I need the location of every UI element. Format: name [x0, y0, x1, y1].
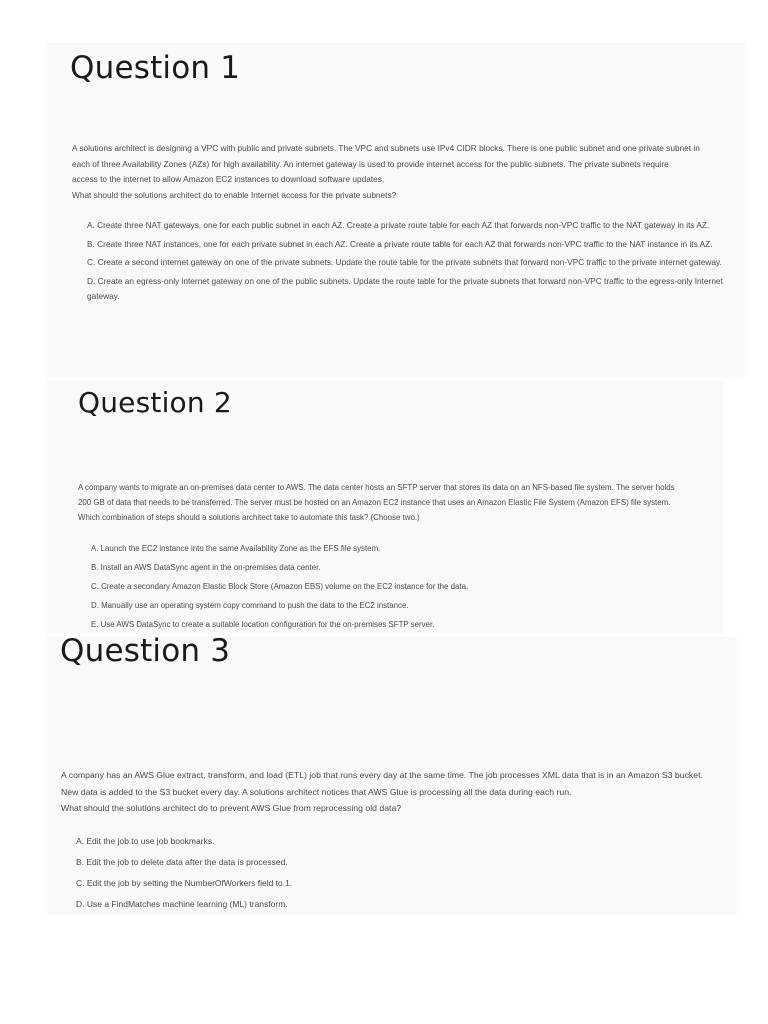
option-b: B. Install an AWS DataSync agent in the on-premises data center. [91, 563, 321, 572]
question-2-options [91, 539, 701, 634]
question-2-stem-line: A company wants to migrate an on-premises data center to AWS. The data center hosts an SFTP server that stores its data on an NFS-based file system. The server holds [78, 483, 675, 492]
question-1-stem-line: access to the internet to allow Amazon EC2 instances to download software updates. [72, 174, 385, 185]
option-a: A. Edit the job to use job bookmarks. [76, 836, 215, 846]
question-2-prompt: Which combination of steps should a solutions architect take to automate this task? (Choose two.) [78, 513, 420, 522]
option-d: D. Use a FindMatches machine learning (ML) transform. [76, 899, 288, 909]
option-b: B. Create three NAT instances, one for each private subnet in each AZ. Create a private route table for each AZ that forwards non-VPC traffic to the NAT instance in its AZ. [87, 238, 713, 249]
question-3-options [76, 831, 676, 915]
question-3-stem [61, 767, 741, 817]
question-2-stem-line: 200 GB of data that needs to be transferred. The server must be hosted on an Amazon EC2 instance that uses an Amazon Elastic File System (Amazon EFS) file system. [78, 498, 671, 507]
option-d: D. Manually use an operating system copy command to push the data to the EC2 instance. [91, 601, 409, 610]
question-3-stem-line: New data is added to the S3 bucket every day. A solutions architect notices that AWS Glue is processing all the data during each run. [61, 786, 572, 797]
option-d: D. Create an egress-only internet gateway on one of the public subnets. Update the route table for the private subnets that forward non-VPC traffic to the egress-only Internet gateway. [87, 275, 723, 302]
option-c: C. Create a second internet gateway on one of the private subnets. Update the route table for the private subnets that forward non-VPC traffic to the private internet gateway. [87, 257, 722, 268]
option-e: E. Use AWS DataSync to create a suitable location configuration for the on-premises SFTP server. [91, 620, 435, 629]
question-1-stem [72, 141, 732, 203]
option-c: C. Create a secondary Amazon Elastic Block Store (Amazon EBS) volume on the EC2 instance for the data. [91, 582, 469, 591]
question-3-prompt: What should the solutions architect do to prevent AWS Glue from reprocessing old data? [61, 803, 402, 813]
option-b: B. Edit the job to delete data after the data is processed. [76, 857, 288, 867]
option-c: C. Edit the job by setting the NumberOfWorkers field to 1. [76, 878, 293, 888]
question-3-stem-line: A company has an AWS Glue extract, transform, and load (ETL) job that runs every day at the same time. The job processes XML data that is in an Amazon S3 bucket. [61, 770, 703, 780]
question-2-title: Question 2 [78, 386, 232, 419]
question-1-panel [47, 43, 745, 377]
question-1-prompt: What should the solutions architect do to enable Internet access for the private subnets? [72, 189, 397, 200]
question-1-title: Question 1 [70, 50, 241, 86]
question-3-title: Question 3 [60, 633, 231, 669]
question-1-stem-line: A solutions architect is designing a VPC with public and private subnets. The VPC and subnets use IPv4 CIDR blocks. There is one public subnet and one private subnet in [72, 143, 700, 153]
option-a: A. Launch the EC2 instance into the same Availability Zone as the EFS file system. [91, 544, 381, 553]
option-a: A. Create three NAT gateways, one for each public subnet in each AZ. Create a private route table for each AZ that forwards non-VPC traffic to the NAT gateway in its AZ. [87, 220, 710, 230]
question-1-options [87, 218, 725, 308]
question-1-stem-line: each of three Availability Zones (AZs) for high availability. An internet gateway is used to provide internet access for the public subnets. The private subnets require [72, 158, 669, 169]
question-2-stem [78, 480, 708, 525]
